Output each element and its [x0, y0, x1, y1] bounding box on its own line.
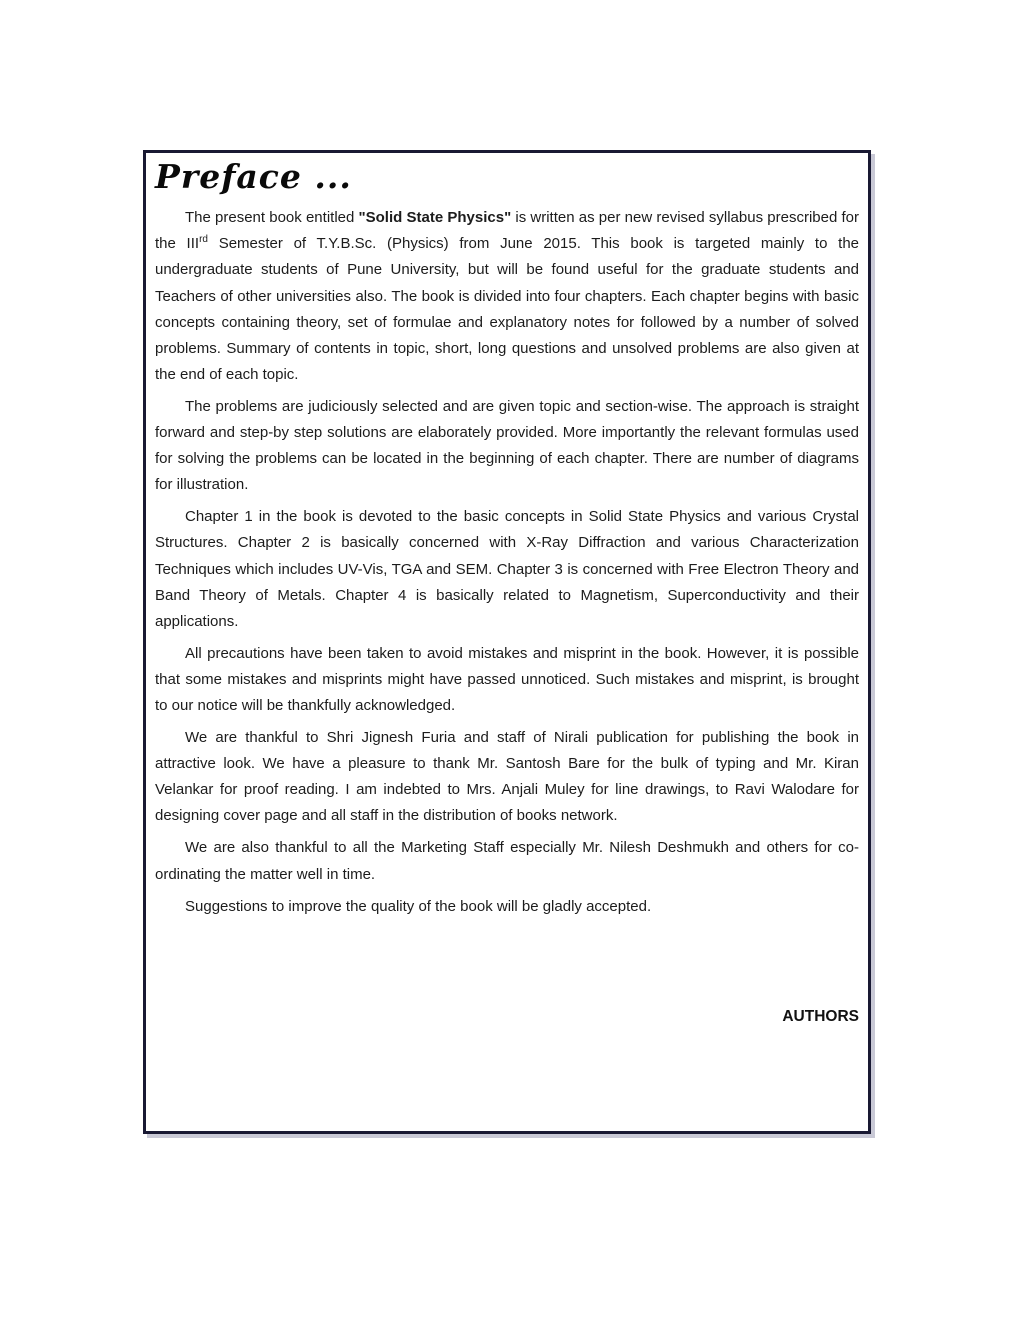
- preface-frame: [143, 150, 871, 1134]
- preface-paragraph: We are thankful to Shri Jignesh Furia and staff of Nirali publication for publishing the book in attractive look. We have a pleasure to thank Mr. Santosh Bare for the bulk of typing and Mr. Kiran Velankar for proof reading. I am indebted to Mrs. Anjali Muley for line drawings, to Ravi Walodare for designing cover page and all staff in the distribution of books network.: [155, 729, 859, 825]
- preface-paragraphs: [155, 205, 859, 919]
- preface-paragraph: The present book entitled "Solid State Physics" is written as per new revised syllabus prescribed for the IIIrd Semester of T.Y.B.Sc. (Physics) from June 2015. This book is targeted mainly to the undergraduate students of Pune University, but will be found useful for the graduate students and Teachers of other universities also. The book is divided into four chapters. Each chapter begins with basic concepts containing theory, set of formulae and explanatory notes for followed by a number of solved problems. Summary of contents in topic, short, long questions and unsolved problems are also given at the end of each topic.: [155, 209, 860, 383]
- preface-paragraph: All precautions have been taken to avoid mistakes and misprint in the book. However, it is possible that some mistakes and misprints might have passed unnoticed. Such mistakes and misprint, is brought to our notice will be thankfully acknowledged.: [155, 644, 859, 714]
- authors-label: AUTHORS: [782, 1007, 859, 1025]
- preface-title: Preface ...: [155, 157, 352, 196]
- preface-paragraph: We are also thankful to all the Marketing Staff especially Mr. Nilesh Deshmukh and others for co-ordinating the matter well in time.: [155, 839, 859, 883]
- preface-paragraph: Suggestions to improve the quality of the book will be gladly accepted.: [185, 897, 652, 915]
- preface-paragraph: The problems are judiciously selected and are given topic and section-wise. The approach is straight forward and step-by step solutions are elaborately provided. More importantly the relevant formulas used for solving the problems can be located in the beginning of each chapter. There are number of diagrams for illustration.: [155, 397, 859, 494]
- preface-paragraph: Chapter 1 in the book is devoted to the basic concepts in Solid State Physics and various Crystal Structures. Chapter 2 is basically concerned with X-Ray Diffraction and various Characterization Techniques which includes UV-Vis, TGA and SEM. Chapter 3 is concerned with Free Electron Theory and Band Theory of Metals. Chapter 4 is basically related to Magnetism, Superconductivity and their applications.: [155, 508, 859, 630]
